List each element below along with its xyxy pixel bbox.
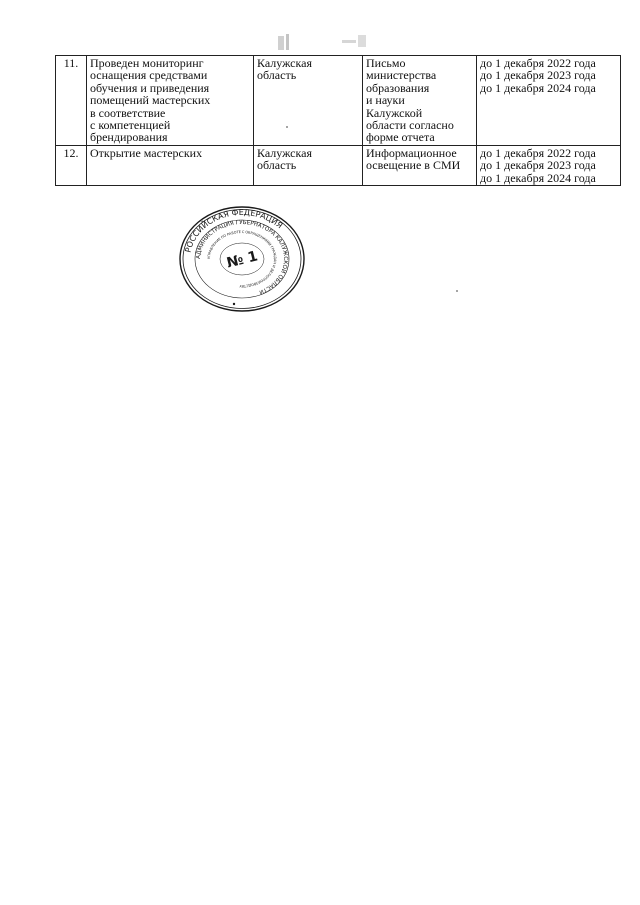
place-line: область <box>257 68 297 83</box>
table-row <box>56 145 621 185</box>
document-line: области согласно <box>366 118 454 133</box>
event-line: Открытие мастерских <box>90 145 203 160</box>
measures-table <box>55 55 621 186</box>
event-line: помещений мастерских <box>90 93 211 108</box>
term-line: до 1 декабря 2022 года <box>480 56 596 70</box>
term-line: до 1 декабря 2022 года <box>480 145 596 160</box>
seal-dot <box>233 303 235 305</box>
place-cell <box>254 56 363 146</box>
event-line: оснащения средствами <box>90 68 208 83</box>
official-seal <box>176 204 308 314</box>
place-line: Калужская <box>257 56 313 70</box>
document-line: министерства <box>366 68 437 83</box>
term-line: до 1 декабря 2023 года <box>480 158 596 173</box>
scan-speck <box>456 290 458 292</box>
terms-cell <box>477 145 621 185</box>
place-line: область <box>257 158 297 173</box>
row-number: 12. <box>56 145 87 185</box>
document-line: освещение в СМИ <box>366 158 461 173</box>
place-cell <box>254 145 363 185</box>
event-line: в соответствие <box>90 105 166 120</box>
document-cell <box>363 56 477 146</box>
scan-artifact-mark <box>270 30 380 54</box>
event-line: Проведен мониторинг <box>90 56 204 70</box>
seal-inner-text: УПРАВЛЕНИЕ ПО РАБОТЕ С ОБРАЩЕНИЯМИ ГРАЖДАН И ДЕЛОПРОИЗВОДСТВУ <box>206 229 278 289</box>
term-line: до 1 декабря 2023 года <box>480 68 596 83</box>
row-number: 11. <box>56 56 87 146</box>
term-line: до 1 декабря 2024 года <box>480 80 596 95</box>
seal-middle-text: АДМИНИСТРАЦИЯ ГУБЕРНАТОРА КАЛУЖСКОЙ ОБЛАСТИ <box>195 219 289 295</box>
document-line: форме отчета <box>366 130 435 145</box>
seal-number: № 1 <box>225 248 260 272</box>
document-line: и науки <box>366 93 405 108</box>
event-line: брендирования <box>90 130 168 145</box>
table-row <box>56 56 621 146</box>
document-cell <box>363 145 477 185</box>
document-line: Информационное <box>366 145 457 160</box>
event-line: обучения и приведения <box>90 80 210 95</box>
term-line: до 1 декабря 2024 года <box>480 170 596 185</box>
seal-outer-text: РОССИЙСКАЯ ФЕДЕРАЦИЯ <box>183 207 285 254</box>
scan-speck <box>286 126 288 128</box>
document-line: образования <box>366 80 430 95</box>
place-line: Калужская <box>257 145 313 160</box>
terms-cell <box>477 56 621 146</box>
event-cell <box>87 145 254 185</box>
document-line: Калужской <box>366 105 423 120</box>
document-line: Письмо <box>366 56 406 70</box>
event-line: с компетенцией <box>90 118 171 133</box>
event-cell <box>87 56 254 146</box>
